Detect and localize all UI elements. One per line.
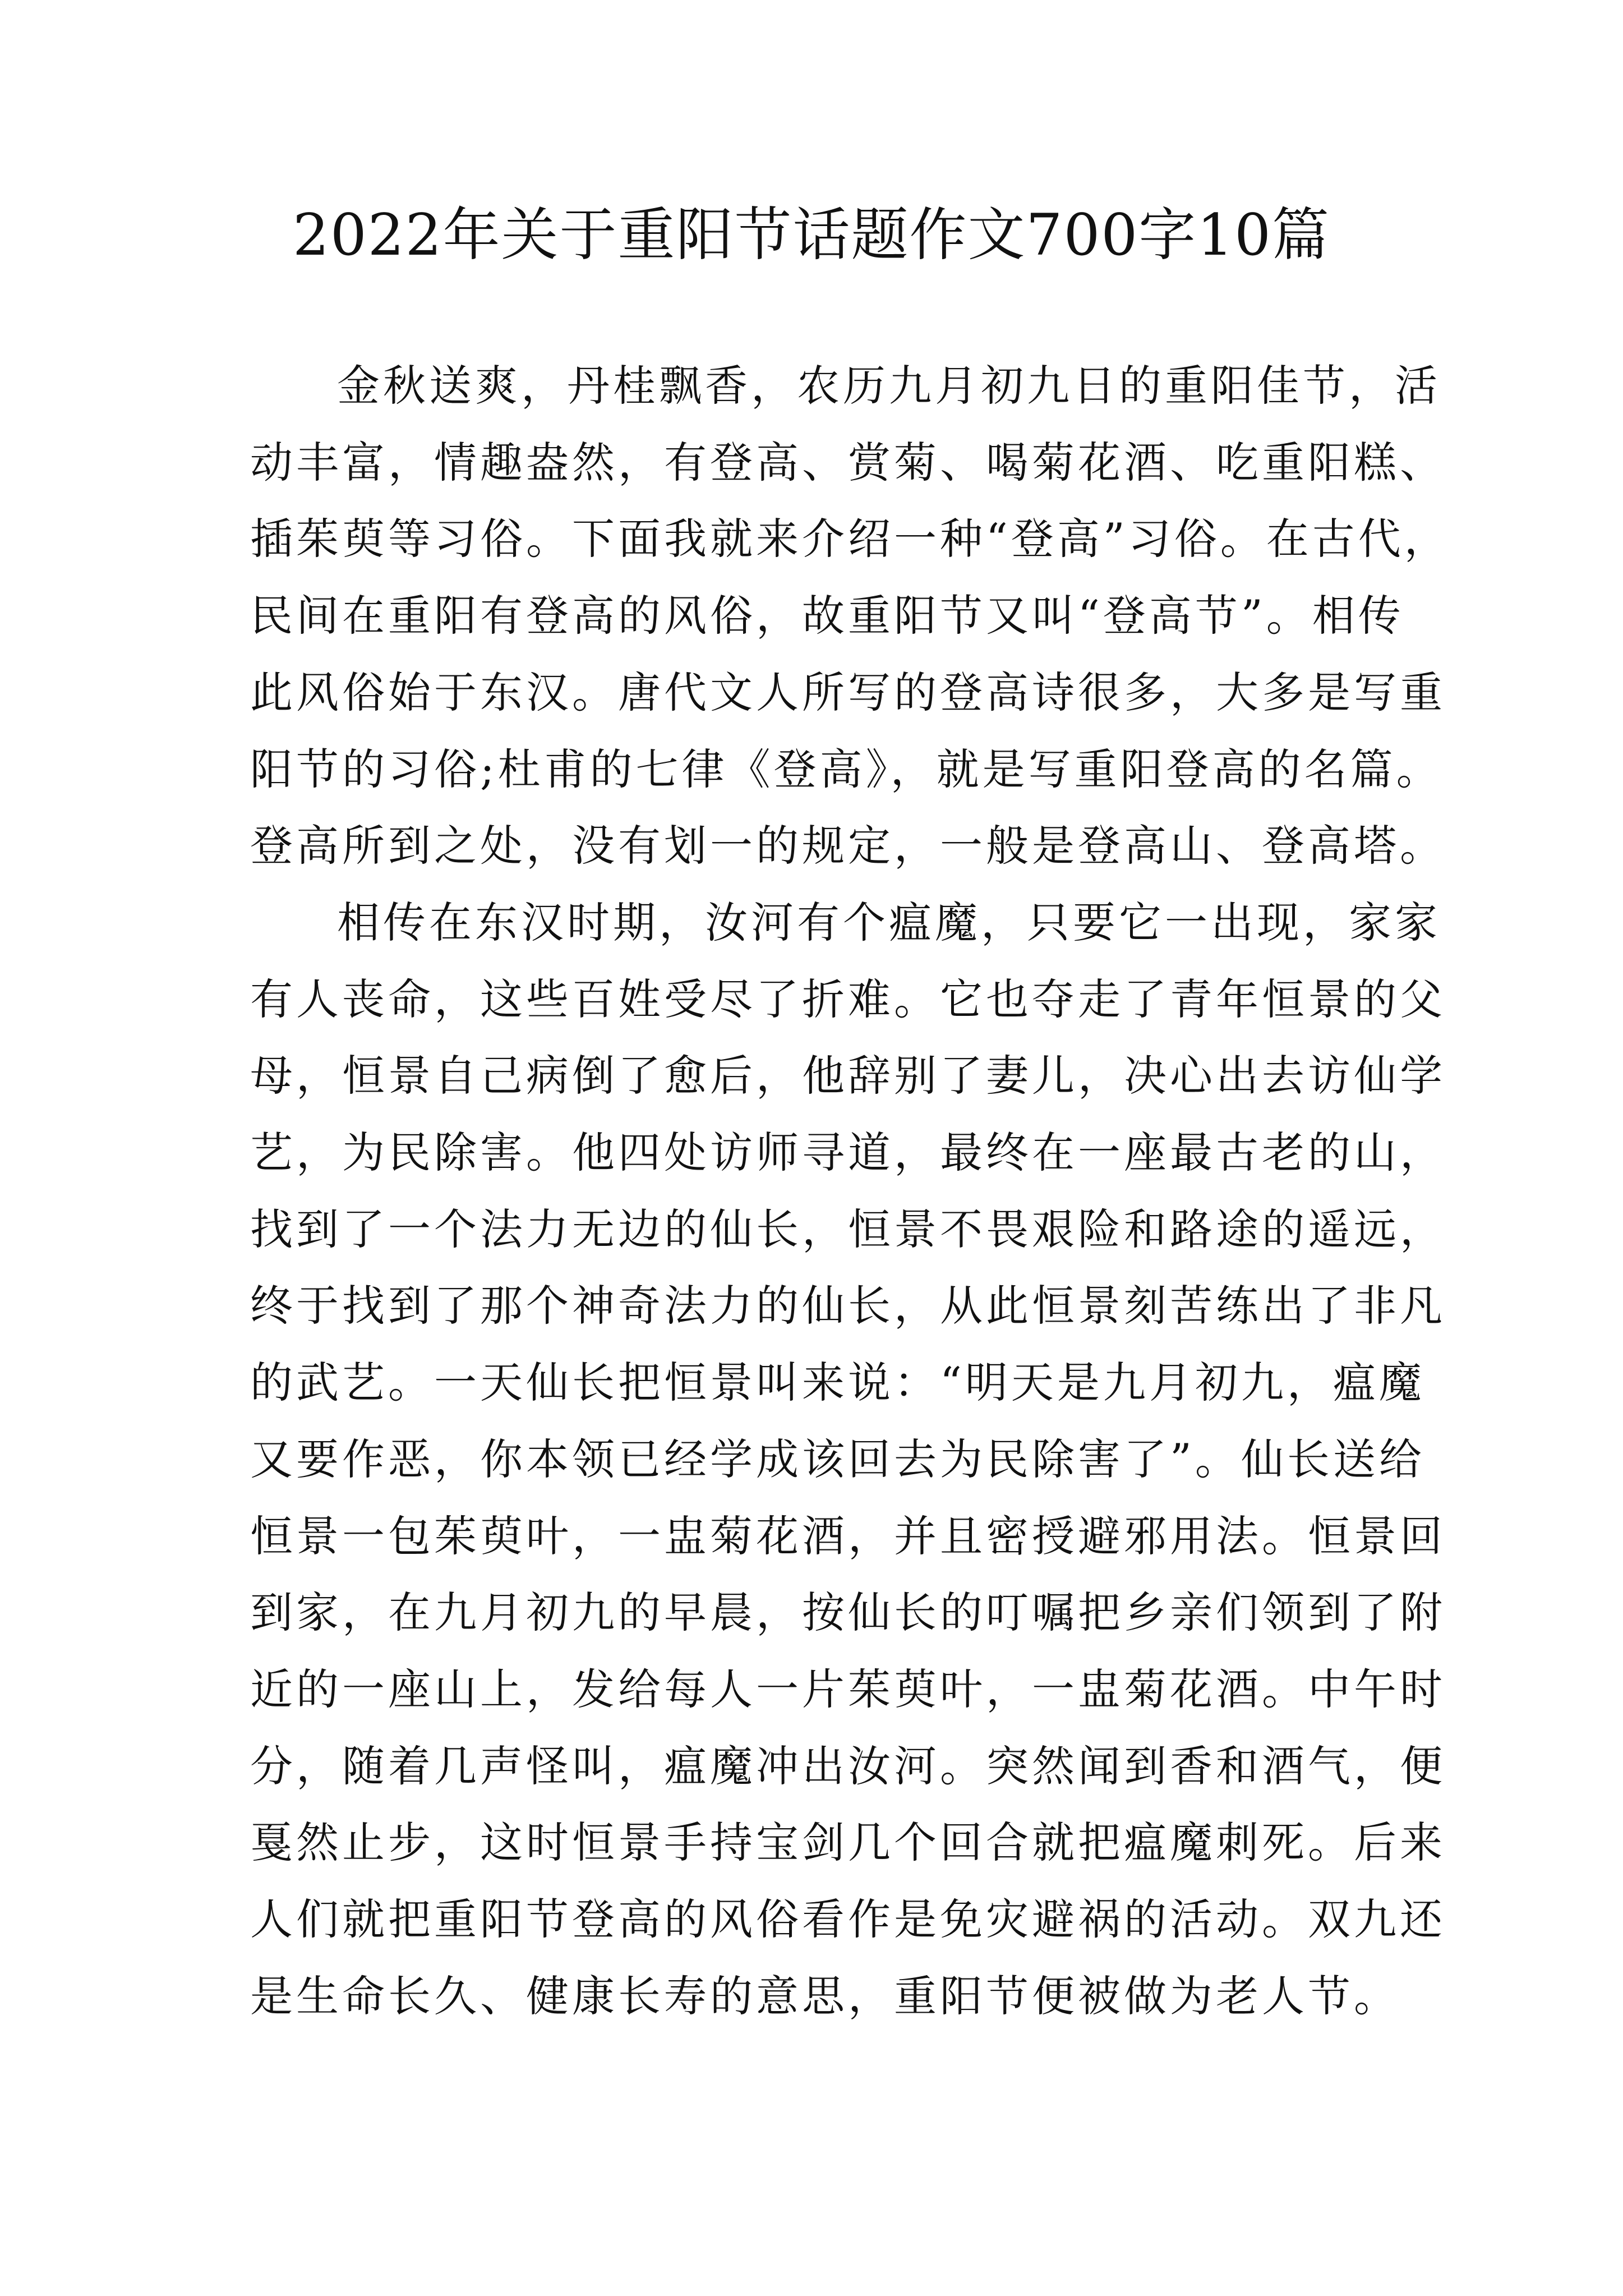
paragraph-line: 金秋送爽，丹桂飘香，农历九月初九日的重阳佳节，活: [337, 361, 1441, 411]
paragraph-line: 找到了一个法力无边的仙长，恒景不畏艰险和路途的遥远，: [250, 1204, 1446, 1254]
paragraph-line: 有人丧命，这些百姓受尽了折难。它也夺走了青年恒景的父: [250, 974, 1446, 1024]
paragraph-line: 此风俗始于东汉。唐代文人所写的登高诗很多，大多是写重: [250, 668, 1446, 717]
paragraph-line: 戛然止步，这时恒景手持宝剑几个回合就把瘟魔刺死。后来: [250, 1818, 1446, 1867]
paragraph-line: 分，随着几声怪叫，瘟魔冲出汝河。突然闻到香和酒气，便: [250, 1741, 1446, 1791]
paragraph-line: 动丰富，情趣盎然，有登高、赏菊、喝菊花酒、吃重阳糕、: [250, 438, 1446, 487]
paragraph-line: 人们就把重阳节登高的风俗看作是免灾避祸的活动。双九还: [250, 1894, 1446, 1944]
paragraph-line: 是生命长久、健康长寿的意思，重阳节便被做为老人节。: [250, 1971, 1400, 2021]
paragraph-line: 阳节的习俗;杜甫的七律《登高》，就是写重阳登高的名篇。: [250, 744, 1442, 794]
paragraph-line: 登高所到之处，没有划一的规定，一般是登高山、登高塔。: [250, 821, 1446, 871]
paragraph-line: 终于找到了那个神奇法力的仙长，从此恒景刻苦练出了非凡: [250, 1281, 1446, 1331]
paragraph-line: 艺，为民除害。他四处访师寻道，最终在一座最古老的山，: [250, 1128, 1446, 1177]
paragraph-line: 相传在东汉时期，汝河有个瘟魔，只要它一出现，家家: [337, 898, 1441, 947]
paragraph-line: 母，恒景自己病倒了愈后，他辞别了妻儿，决心出去访仙学: [250, 1051, 1446, 1101]
paragraph-line: 恒景一包茱萸叶，一盅菊花酒，并且密授避邪用法。恒景回: [250, 1511, 1446, 1561]
paragraph-line: 的武艺。一天仙长把恒景叫来说：“明天是九月初九，瘟魔: [250, 1358, 1425, 1407]
paragraph-line: 到家，在九月初九的早晨，按仙长的叮嘱把乡亲们领到了附: [250, 1588, 1446, 1637]
paragraph-line: 又要作恶，你本领已经学成该回去为民除害了”。仙长送给: [250, 1434, 1425, 1484]
paragraph-line: 民间在重阳有登高的风俗，故重阳节又叫“登高节”。相传: [250, 591, 1404, 641]
paragraph-line: 插茱萸等习俗。下面我就来介绍一种“登高”习俗。在古代，: [250, 514, 1450, 564]
document-title: 2022年关于重阳节话题作文700字10篇: [292, 202, 1331, 269]
paragraph-line: 近的一座山上，发给每人一片茱萸叶，一盅菊花酒。中午时: [250, 1664, 1446, 1714]
